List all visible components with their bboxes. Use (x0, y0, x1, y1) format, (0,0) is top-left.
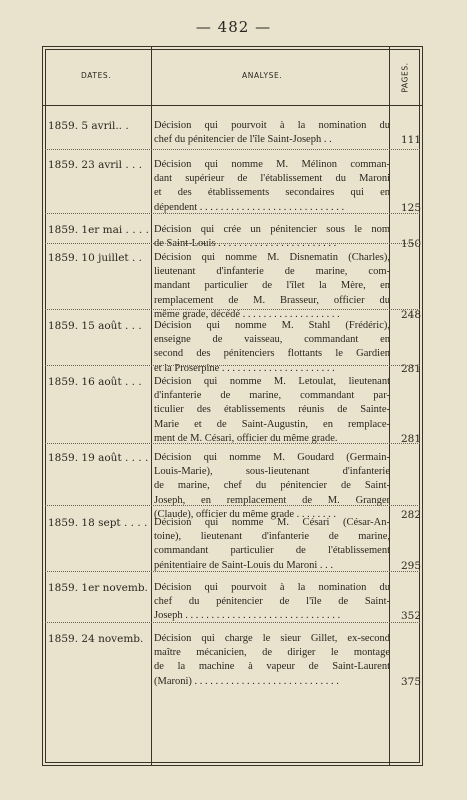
entry-line: et des établissements secondaires qui en (154, 187, 390, 199)
entry-date: 1859. 16 août . . . (48, 376, 142, 388)
entry-line: Décision qui pourvoit à la nomination du (154, 582, 390, 593)
header-analyse: ANALYSE. (242, 71, 283, 80)
entry-page-number: 150 (400, 238, 421, 251)
entry-date: 1859. 1er novemb. (48, 582, 148, 594)
entry-analysis (154, 251, 390, 322)
entry-line: dépendent . . . . . . . . . . . . . . . . . . . . . . . . . . . . (154, 201, 345, 213)
entry-line: Marie et de Saint-Augustin, en remplace- (154, 418, 390, 430)
entry-line: maître mécanicien, de diriger le montage (154, 647, 390, 659)
row-separator (45, 622, 420, 623)
entry-line: second des pénitenciers flottants le Gardien (154, 348, 390, 360)
entry-page-number: 281 (400, 362, 421, 375)
index-table (42, 46, 423, 766)
row-separator (45, 571, 420, 572)
entry-date: 1859. 1er mai . . . . (48, 224, 149, 236)
entry-line: mandant particulier de l'îlet la Mère, en (154, 280, 390, 292)
entry-line: Joseph, en remplacement de M. Granger (154, 494, 390, 506)
entry-date: 1859. 15 août . . . (48, 320, 142, 332)
entry-analysis (154, 516, 390, 573)
entry-analysis (154, 581, 390, 624)
entry-line: de Saint-Louis . . . . . . . . . . . . . . . . . . . . . . . (154, 238, 337, 250)
entry-line: Décision qui crée un pénitencier sous le nom (154, 224, 390, 235)
column-divider-dates (151, 47, 152, 765)
entry-line: toine), lieutenant d'infanterie de marine, (154, 531, 390, 543)
entry-page-number: 281 (400, 432, 421, 445)
entry-line: Décision qui nomme M. Mélinon comman- (154, 159, 390, 170)
entry-line: commandant particulier de l'établissement (154, 545, 390, 557)
entry-line: Décision qui nomme M. Goudard (Germain- (154, 452, 390, 463)
header-dates: DATES. (81, 71, 112, 80)
entry-page-number: 125 (400, 201, 421, 214)
entry-line: chef du pénitencier de l'île de Saint- (154, 596, 390, 608)
entry-page-number: 295 (400, 559, 421, 572)
entry-page-number: 352 (400, 610, 421, 623)
entry-line: ment de M. Césari, officier du même grade. (154, 432, 338, 444)
entry-date: 1859. 5 avril.. . (48, 120, 129, 132)
entry-line: Décision qui nomme M. Césari (César-An- (154, 517, 390, 528)
entry-line: (Claude), officier du même grade . . . . . . . . (154, 508, 337, 520)
entry-line: Décision qui charge le sieur Gillet, ex-second (154, 633, 390, 644)
row-separator (45, 365, 420, 366)
entry-date: 1859. 24 novemb. (48, 633, 144, 645)
header-divider (43, 105, 422, 106)
entry-page-number: 248 (400, 308, 421, 321)
entry-line: Décision qui nomme M. Letoulat, lieutenant (154, 376, 390, 387)
entry-line: de marine, chef du pénitencier de Saint- (154, 480, 390, 492)
row-separator (45, 243, 420, 244)
entry-line: Décision qui nomme M. Disnematin (Charles), (154, 252, 390, 263)
header-pages: PAGES. (400, 61, 410, 93)
entry-line: et la Proserpine . . . . . . . . . . . . . . . . . . . . . . (154, 362, 335, 374)
entry-page-number: 282 (400, 508, 421, 521)
entry-line: Décision qui pourvoit à la nomination du (154, 120, 390, 131)
entry-line: même grade, décédé . . . . . . . . . . . . . . . . . . . (154, 308, 340, 320)
row-separator (45, 443, 420, 444)
row-separator (45, 213, 420, 214)
entry-date: 1859. 10 juillet . . (48, 252, 142, 264)
entry-line: chef du pénitencier de l'île Saint-Joseph . . (154, 134, 332, 146)
entry-line: lieutenant d'infanterie de marine, com- (154, 266, 390, 278)
entry-line: de la machine à vapeur de Saint-Laurent (154, 661, 390, 673)
entry-analysis (154, 119, 390, 147)
entry-line: ticulier des établissements réunis de Sainte- (154, 404, 390, 416)
entry-analysis (154, 451, 390, 522)
entry-analysis (154, 223, 390, 251)
entry-page-number: 111 (400, 134, 421, 147)
entry-line: (Maroni) . . . . . . . . . . . . . . . . . . . . . . . . . . . . (154, 675, 339, 687)
entry-line: Louis-Marie), sous-lieutenant d'infanterie (154, 466, 390, 478)
entry-analysis (154, 632, 390, 689)
entry-page-number: 375 (400, 675, 421, 688)
row-separator (45, 149, 420, 150)
entry-analysis (154, 319, 390, 376)
entry-date: 1859. 18 sept . . . . (48, 517, 148, 529)
entry-analysis (154, 375, 390, 446)
page-number: — 482 — (195, 18, 272, 36)
entry-line: d'infanterie de marine, commandant par- (154, 390, 390, 402)
entry-line: Joseph . . . . . . . . . . . . . . . . . . . . . . . . . . . . . . (154, 610, 341, 622)
entry-line: pénitentiaire de Saint-Louis du Maroni . . . (154, 559, 334, 571)
row-separator (45, 309, 420, 310)
entry-date: 1859. 19 août . . . . (48, 452, 149, 464)
entry-date: 1859. 23 avril . . . (48, 159, 143, 171)
entry-analysis (154, 158, 390, 215)
row-separator (45, 505, 420, 506)
entry-line: remplacement de M. Brasseur, officier du (154, 294, 390, 306)
entry-line: dant supérieur de l'établissement du Maroni (154, 173, 390, 185)
entry-line: Décision qui nomme M. Stahl (Frédéric), (154, 320, 390, 331)
entry-line: enseigne de vaisseau, commandant en (154, 334, 390, 346)
